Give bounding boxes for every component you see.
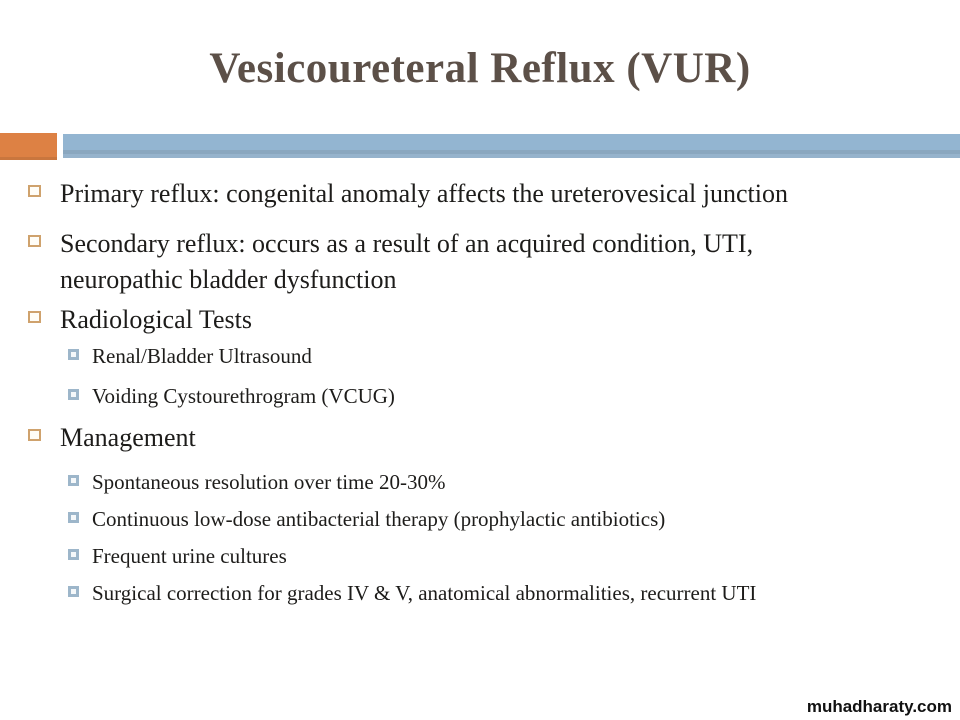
bullet-square-icon bbox=[68, 475, 79, 486]
list-item-text: Secondary reflux: occurs as a result of an acquired condition, UTI, neuropathic bladder dysfunction bbox=[60, 229, 754, 294]
list-item bbox=[68, 382, 935, 411]
bullet-square-icon bbox=[68, 512, 79, 523]
list-item bbox=[68, 505, 935, 534]
orange-accent-block bbox=[0, 133, 57, 160]
list-item-text: Management bbox=[60, 423, 196, 452]
list-item-text: Renal/Bladder Ultrasound bbox=[92, 344, 312, 368]
bullet-square-icon bbox=[28, 185, 41, 197]
bullet-square-icon bbox=[68, 349, 79, 360]
list-item-text: Radiological Tests bbox=[60, 305, 252, 334]
bullet-square-icon bbox=[68, 389, 79, 400]
list-item bbox=[68, 468, 935, 497]
list-item bbox=[68, 542, 935, 571]
list-item-text: Surgical correction for grades IV & V, anatomical abnormalities, recurrent UTI bbox=[92, 581, 757, 605]
bullet-square-icon bbox=[28, 429, 41, 441]
slide-title: Vesicoureteral Reflux (VUR) bbox=[209, 45, 751, 92]
list-item-text: Voiding Cystourethrogram (VCUG) bbox=[92, 384, 395, 408]
bullet-square-icon bbox=[68, 549, 79, 560]
blue-accent-bar bbox=[63, 134, 960, 158]
list-item-text: Continuous low-dose antibacterial therapy (prophylactic antibiotics) bbox=[92, 507, 666, 531]
list-item-text: Primary reflux: congenital anomaly affects the ureterovesical junction bbox=[60, 179, 788, 208]
watermark-text: muhadharaty.com bbox=[806, 697, 952, 716]
list-item-text: Frequent urine cultures bbox=[92, 544, 287, 568]
slide-body-list bbox=[0, 176, 935, 608]
bullet-square-icon bbox=[68, 586, 79, 597]
list-item bbox=[68, 579, 935, 608]
title-divider-bar bbox=[0, 133, 960, 160]
list-item bbox=[28, 302, 935, 338]
bullet-square-icon bbox=[28, 235, 41, 247]
bullet-square-icon bbox=[28, 311, 41, 323]
list-item bbox=[68, 342, 935, 371]
list-item-text: Spontaneous resolution over time 20-30% bbox=[92, 470, 446, 494]
list-item bbox=[28, 226, 935, 298]
list-item bbox=[28, 176, 935, 212]
list-item bbox=[28, 420, 935, 456]
